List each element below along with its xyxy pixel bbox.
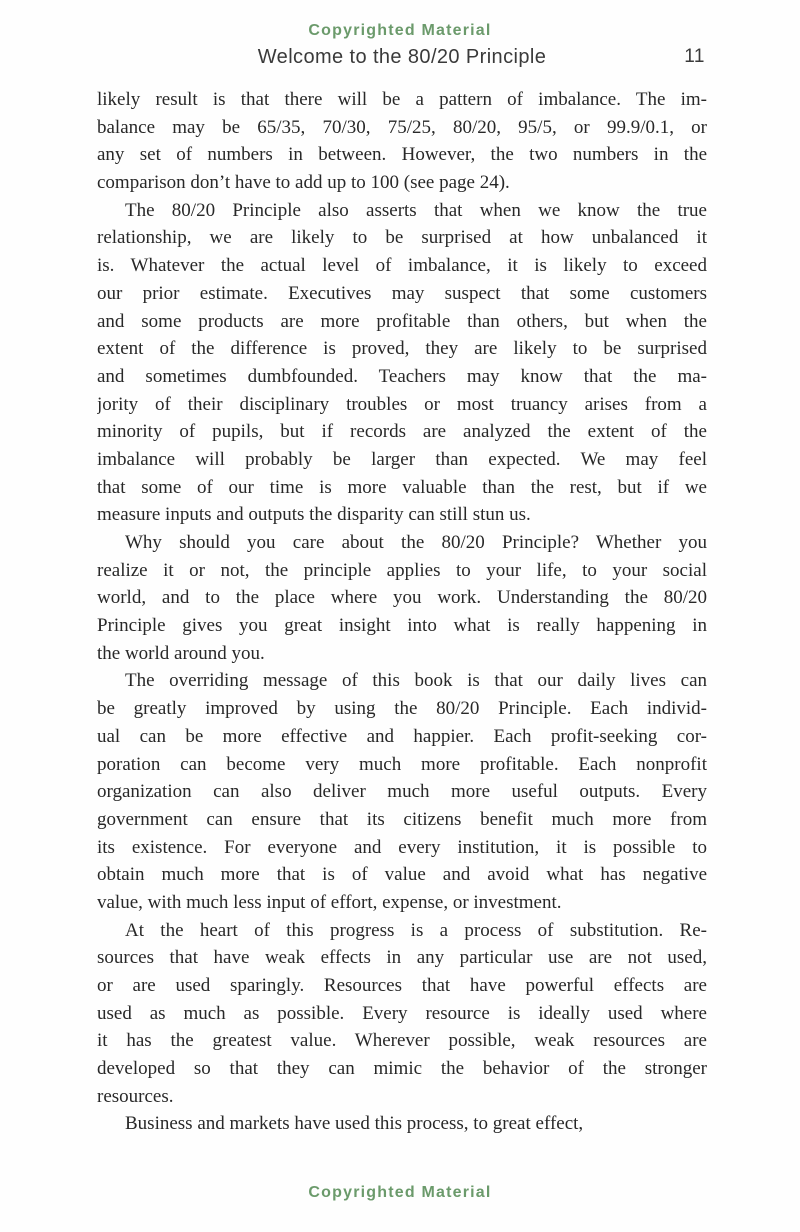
text-line: poration can become very much more profitable. Each nonprofit bbox=[97, 753, 707, 775]
text-line: that some of our time is more valuable than the rest, but if we bbox=[97, 476, 707, 498]
copyright-watermark-top: Copyrighted Material bbox=[308, 22, 492, 39]
text-line: sources that have weak effects in any particular use are not used, bbox=[97, 947, 707, 969]
text-line: developed so that they can mimic the behavior of the stronger bbox=[97, 1058, 707, 1080]
text-line: The 80/20 Principle also asserts that when we know the true bbox=[125, 199, 707, 221]
text-line: organization can also deliver much more useful outputs. Every bbox=[97, 781, 707, 803]
copyright-watermark-bottom: Copyrighted Material bbox=[308, 1184, 492, 1201]
running-header bbox=[97, 46, 707, 72]
text-line: relationship, we are likely to be surprised at how unbalanced it bbox=[97, 227, 707, 249]
text-line: Why should you care about the 80/20 Principle? Whether you bbox=[125, 532, 707, 553]
text-line: Business and markets have used this process, to great effect, bbox=[125, 1113, 584, 1135]
text-line: obtain much more that is of value and avoid what has negative bbox=[97, 864, 707, 886]
text-line: and some products are more profitable than others, but when the bbox=[97, 310, 707, 332]
text-line: measure inputs and outputs the disparity can still stun us. bbox=[97, 504, 531, 526]
text-line: extent of the difference is proved, they are likely to be surprised bbox=[97, 338, 707, 360]
chapter-title: Welcome to the 80/20 Principle bbox=[257, 46, 547, 68]
text-line: used as much as possible. Every resource is ideally used where bbox=[97, 1002, 707, 1024]
text-line: ual can be more effective and happier. Each profit-seeking cor- bbox=[97, 725, 707, 747]
text-line: any set of numbers in between. However, the two numbers in the bbox=[97, 144, 707, 166]
text-line: is. Whatever the actual level of imbalance, it is likely to exceed bbox=[97, 255, 707, 277]
text-line: realize it or not, the principle applies to your life, to your social bbox=[97, 559, 707, 581]
text-line: world, and to the place where you work. Understanding the 80/20 bbox=[97, 587, 707, 609]
text-line: it has the greatest value. Wherever possible, weak resources are bbox=[97, 1030, 707, 1052]
text-line: its existence. For everyone and every institution, it is possible to bbox=[97, 836, 707, 858]
text-line: resources. bbox=[97, 1085, 174, 1107]
text-line: our prior estimate. Executives may suspect that some customers bbox=[97, 282, 707, 304]
text-line: Principle gives you great insight into what is really happening in bbox=[97, 615, 707, 637]
text-line: and sometimes dumbfounded. Teachers may know that the ma- bbox=[97, 365, 707, 387]
text-line: imbalance will probably be larger than expected. We may feel bbox=[97, 448, 707, 470]
text-line: the world around you. bbox=[97, 642, 265, 664]
text-line: or are used sparingly. Resources that have powerful effects are bbox=[97, 975, 707, 996]
page-number: 11 bbox=[684, 46, 705, 67]
text-line: balance may be 65/35, 70/30, 75/25, 80/20, 95/5, or 99.9/0.1, or bbox=[97, 116, 707, 138]
page-body bbox=[97, 86, 707, 1138]
text-line: comparison don’t have to add up to 100 (see page 24). bbox=[97, 172, 510, 194]
text-line: be greatly improved by using the 80/20 Principle. Each individ- bbox=[97, 698, 707, 720]
text-line: The overriding message of this book is that our daily lives can bbox=[125, 670, 707, 692]
text-line: At the heart of this progress is a process of substitution. Re- bbox=[125, 919, 707, 941]
text-line: jority of their disciplinary troubles or most truancy arises from a bbox=[97, 393, 707, 415]
text-line: minority of pupils, but if records are analyzed the extent of the bbox=[97, 421, 707, 443]
text-line: likely result is that there will be a pattern of imbalance. The im- bbox=[97, 89, 707, 110]
text-line: government can ensure that its citizens benefit much more from bbox=[97, 808, 707, 830]
text-line: value, with much less input of effort, expense, or investment. bbox=[97, 891, 562, 913]
